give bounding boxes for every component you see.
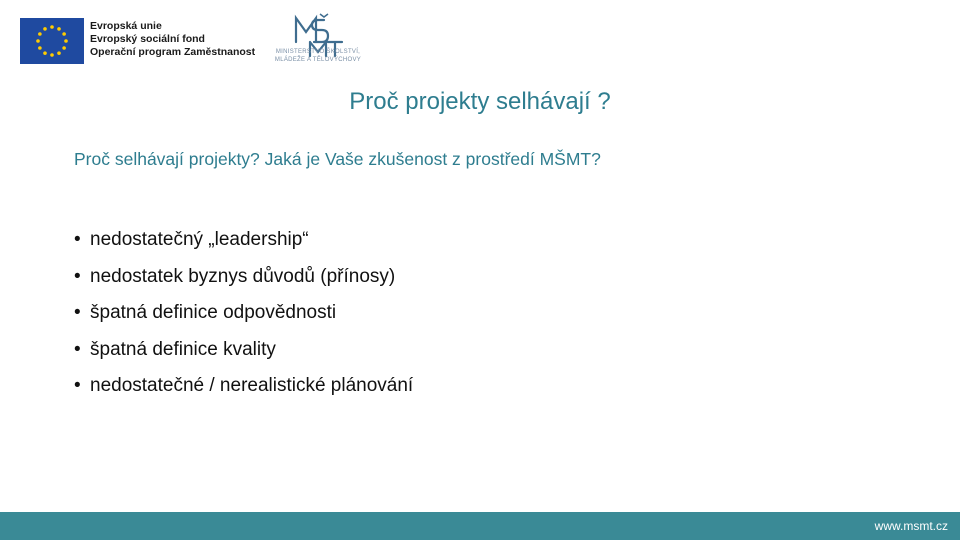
slide-title: Proč projekty selhávají ? [349,88,611,115]
bullet-item [74,368,413,405]
bullet-text: špatná definice kvality [90,338,276,360]
bullet-text: špatná definice odpovědnosti [90,302,337,323]
eu-star-icon [43,27,47,31]
eu-star-icon [62,32,66,36]
bullet-text: nedostatek byznys důvodů (přínosy) [90,265,396,287]
eu-star-icon [38,46,42,50]
bullet-dot: • [74,338,81,360]
bullet-dot: • [74,265,81,287]
bullet-text: nedostatečný „leadership“ [90,229,309,250]
bullet-item [74,295,413,332]
eu-star-icon [50,25,54,29]
eu-logo-text [90,20,255,59]
slide-question: Proč selhávají projekty? Jaká je Vaše zkušenost z prostředí MŠMT? [74,149,601,169]
msmt-line-2: MLÁDEŽE A TĚLOVÝCHOVY [274,57,362,63]
bullet-dot: • [74,229,81,250]
bullet-text: nedostatečné / nerealistické plánování [90,375,414,396]
msmt-line-1: MINISTERSTVO ŠKOLSTVÍ, [275,49,361,55]
eu-star-icon [36,39,40,43]
msmt-logo-text [266,48,370,64]
eu-line-3: Operační program Zaměstnanost [90,46,256,58]
bullet-dot: • [74,302,81,323]
eu-star-icon [64,39,68,43]
bullet-item [74,222,413,259]
eu-line-2: Evropský sociální fond [90,33,205,45]
eu-flag-logo [20,18,84,64]
eu-star-icon [57,27,61,31]
eu-star-icon [62,46,66,50]
bullet-item [74,259,413,296]
eu-star-icon [43,51,47,55]
eu-line-1: Evropská unie [90,20,162,32]
footer-bar [0,512,960,540]
eu-star-icon [50,53,54,57]
footer-url[interactable]: www.msmt.cz [874,519,948,533]
bullet-dot: • [74,375,81,396]
eu-star-icon [38,32,42,36]
bullet-item [74,332,413,369]
bullet-list [74,222,413,405]
eu-star-icon [57,51,61,55]
